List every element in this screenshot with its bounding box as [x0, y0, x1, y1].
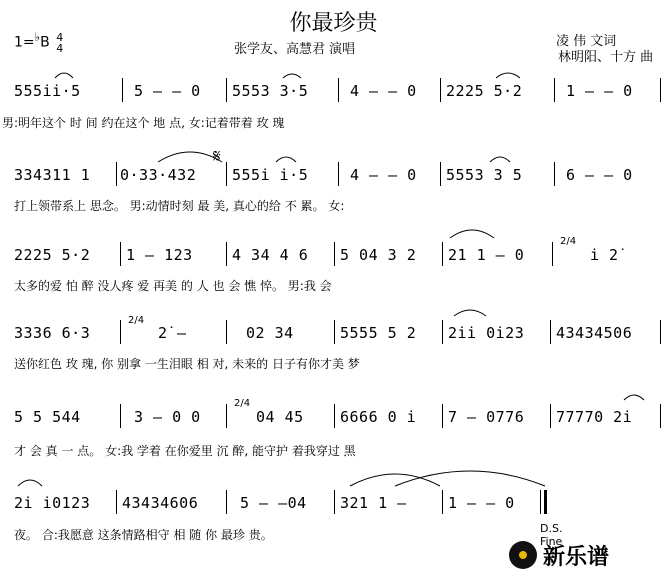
measure: 1 — — 0 [448, 494, 515, 512]
measure: 555i̇ i̇·5 [232, 166, 309, 184]
logo-text: 新乐谱 [543, 544, 610, 570]
measure: 5553 3·5 [232, 82, 309, 100]
bar-line [116, 490, 117, 514]
final-bar-line [540, 490, 541, 514]
measure: 43434606 [122, 494, 199, 512]
bar-line [334, 320, 335, 344]
lyricist-credit: 凌 伟 文词 [556, 34, 617, 49]
measure: 2225 5·2 [14, 246, 91, 264]
measure: 3336 6·3 [14, 324, 91, 342]
measure: 3 — 0 0 [134, 408, 201, 426]
bar-line [552, 242, 553, 266]
measure: 5555 5 2 [340, 324, 417, 342]
slur [624, 395, 644, 400]
time-change: 2/4 [128, 315, 145, 326]
slur [395, 471, 545, 486]
key-signature [14, 30, 63, 54]
time-change: 2/4 [234, 398, 251, 409]
bar-line [120, 320, 121, 344]
composer-credit: 林明阳、十方 曲 [558, 50, 654, 65]
bar-line [440, 162, 441, 186]
slur [450, 230, 494, 238]
measure: 1 — — 0 [566, 82, 633, 100]
measure: 6 — — 0 [566, 166, 633, 184]
time-bottom: 4 [56, 41, 64, 55]
measure: 2̇ — [158, 324, 187, 342]
measure: 5 04 3 2 [340, 246, 417, 264]
measure: 02 34 [246, 324, 294, 342]
measure: 5 — — 0 [134, 82, 201, 100]
time-signature [56, 32, 63, 54]
bar-line [660, 320, 661, 344]
measure: 6666 0 i̇ [340, 408, 417, 426]
bar-line [442, 242, 443, 266]
bar-line [660, 404, 661, 428]
lyrics-line: 送你红色 玫 瑰, 你 别拿 一生泪眼 相 对, 未来的 日子有你才美 梦 [14, 357, 360, 371]
bar-line [122, 78, 123, 102]
measure: 77770 2i̇ [556, 408, 633, 426]
slur [496, 73, 520, 78]
slur [283, 74, 301, 78]
measure: 321 1 — [340, 494, 407, 512]
key-note: B [40, 34, 50, 51]
measure: 5 — —04 [240, 494, 307, 512]
bar-line [226, 242, 227, 266]
slur [490, 157, 510, 162]
bar-line [116, 162, 117, 186]
slur [454, 310, 486, 316]
lyrics-line: 才 会 真 一 点。 女:我 学着 在你爱里 沉 醉, 能守护 着我穿过 黑 [14, 444, 356, 458]
bar-line [554, 162, 555, 186]
final-bar-line [544, 490, 547, 514]
bar-line [440, 78, 441, 102]
bar-line [226, 320, 227, 344]
measure: 0·33·432 [120, 166, 197, 184]
slur [55, 73, 73, 78]
measure: i̇ 2̇ [590, 246, 619, 264]
measure: 2225 5·2 [446, 82, 523, 100]
singers: 张学友、高慧君 演唱 [234, 42, 356, 57]
time-top: 4 [56, 30, 64, 44]
flat-symbol: ♭ [34, 30, 41, 44]
bar-line [442, 490, 443, 514]
slur [350, 474, 440, 486]
measure: 4 — — 0 [350, 166, 417, 184]
measure: 4 — — 0 [350, 82, 417, 100]
measure: 21 1 — 0 [448, 246, 525, 264]
measure: 4 34 4 6 [232, 246, 309, 264]
bar-line [442, 320, 443, 344]
site-logo [509, 537, 659, 573]
bar-line [554, 78, 555, 102]
fine-label: Fine [540, 535, 563, 548]
measure: 555i̇i̇·5 [14, 82, 81, 100]
slur [18, 480, 42, 486]
lyrics-line: 男:明年这个 时 间 约在这个 地 点, 女:记着带着 玫 瑰 [2, 116, 285, 130]
measure: 5 5 544 [14, 408, 81, 426]
measure: 2i̇ i̇0123 [14, 494, 91, 512]
lyrics-line: 太多的爱 怕 醉 没人疼 爱 再美 的 人 也 会 憔 悴。 男:我 会 [14, 279, 332, 293]
slur [276, 157, 296, 162]
bar-line [334, 242, 335, 266]
segno-icon: 𝄋 [213, 146, 221, 167]
lyrics-line: 打上领带系上 思念。 男:动情时刻 最 美, 真心的给 不 累。 女: [14, 199, 345, 213]
ds-label: D.S. [540, 522, 563, 535]
bar-line [226, 404, 227, 428]
measure: 7 — 0776 [448, 408, 525, 426]
bar-line [120, 404, 121, 428]
measure: 5553 3 5 [446, 166, 523, 184]
bar-line [226, 490, 227, 514]
bar-line [660, 78, 661, 102]
measure: 43434506 [556, 324, 633, 342]
key-label: 1= [14, 34, 35, 51]
disc-icon [509, 541, 537, 569]
bar-line [338, 78, 339, 102]
bar-line [550, 320, 551, 344]
bar-line [120, 242, 121, 266]
measure: 334311 1 [14, 166, 91, 184]
bar-line [442, 404, 443, 428]
measure: 2i̇i̇ 0i̇23 [448, 324, 525, 342]
bar-line [334, 490, 335, 514]
bar-line [334, 404, 335, 428]
time-change: 2/4 [560, 236, 577, 247]
bar-line [226, 78, 227, 102]
bar-line [338, 162, 339, 186]
bar-line [550, 404, 551, 428]
bar-line [226, 162, 227, 186]
measure: 04 45 [256, 408, 304, 426]
song-title: 你最珍贵 [289, 11, 378, 36]
measure: 1 — 123 [126, 246, 193, 264]
lyrics-line: 夜。 合:我愿意 这条情路相守 相 随 你 最珍 贵。 [14, 528, 273, 542]
